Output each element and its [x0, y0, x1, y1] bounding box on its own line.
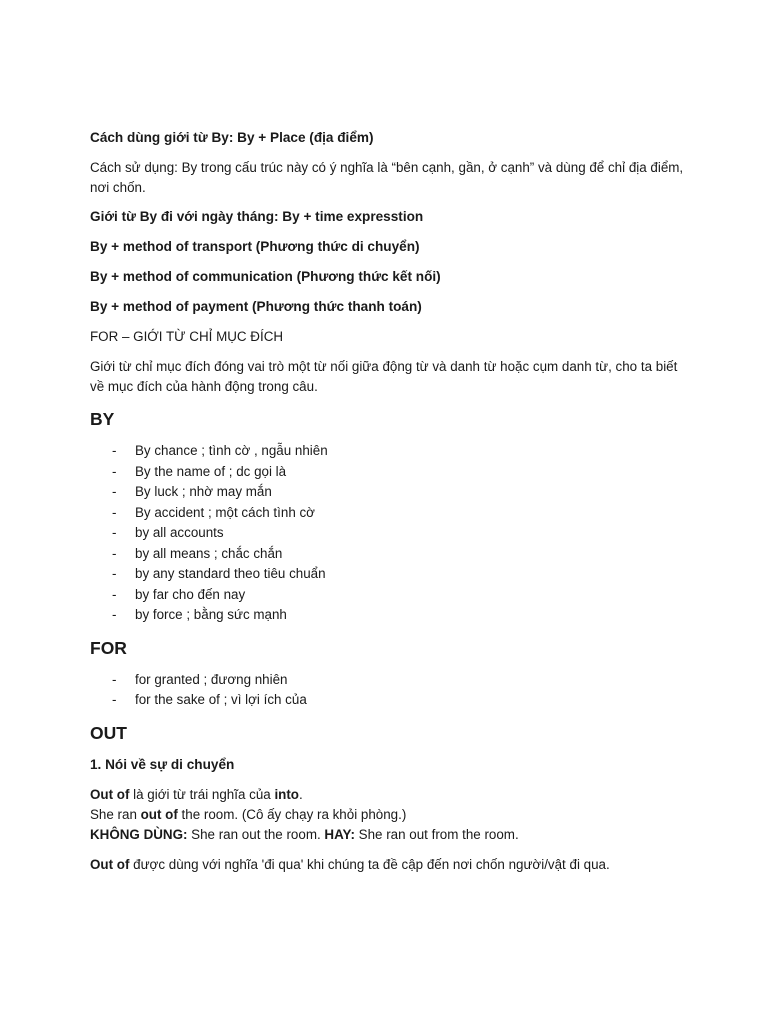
- list-item-text: By the name of ; dc gọi là: [135, 463, 287, 479]
- by-place-rule: Cách dùng giới từ By: By + Place (địa điểm): [90, 130, 374, 145]
- list-item: [90, 544, 690, 565]
- plain-text: .: [299, 786, 303, 802]
- list-item: [90, 482, 690, 503]
- list-item-text: By chance ; tình cờ , ngẫu nhiên: [135, 443, 328, 458]
- list-item: [90, 690, 690, 711]
- out-paragraph-line: [90, 805, 690, 825]
- list-marker: -: [112, 443, 117, 458]
- plain-text: the room. (Cô ấy chạy ra khỏi phòng.): [177, 806, 407, 822]
- by-transport-rule: By + method of transport (Phương thức di chuyển): [90, 239, 420, 254]
- list-marker: -: [112, 692, 117, 707]
- list-item: [90, 462, 690, 483]
- list-item: [90, 670, 690, 691]
- list-item-text: by all means ; chắc chắn: [135, 545, 283, 561]
- bold-term: Out of: [90, 786, 130, 802]
- list-marker: -: [112, 525, 117, 540]
- by-payment-rule: By + method of payment (Phương thức thanh toán): [90, 299, 422, 314]
- list-item: [90, 605, 690, 626]
- for-phrase-list: [90, 670, 690, 711]
- list-item-text: by force ; bằng sức mạnh: [135, 607, 287, 622]
- by-place-description: Cách sử dụng: By trong cấu trúc này có ý nghĩa là “bên cạnh, gần, ở cạnh” và dùng để chỉ địa điểm, nơi chốn.: [90, 160, 684, 195]
- bold-term: HAY:: [324, 826, 355, 842]
- list-item: [90, 585, 690, 606]
- by-communication-rule: By + method of communication (Phương thức kết nối): [90, 269, 441, 284]
- list-item-text: by all accounts: [135, 525, 224, 540]
- list-marker: -: [112, 586, 117, 602]
- for-purpose-title: FOR – GIỚI TỪ CHỈ MỤC ĐÍCH: [90, 329, 284, 344]
- out-paragraph-line: [90, 855, 690, 875]
- list-item-text: by any standard theo tiêu chuẩn: [135, 566, 326, 581]
- plain-text: She ran: [90, 806, 141, 822]
- bold-term: out of: [140, 806, 178, 822]
- list-marker: -: [112, 504, 117, 520]
- for-heading: FOR: [90, 637, 127, 658]
- out-heading: OUT: [90, 722, 127, 743]
- list-item: [90, 564, 690, 585]
- bold-term: KHÔNG DÙNG:: [90, 826, 188, 842]
- out-paragraph-line: [90, 825, 690, 845]
- plain-text: She ran out the room.: [187, 826, 325, 842]
- document-content: [90, 128, 690, 875]
- list-item-text: for the sake of ; vì lợi ích của: [135, 692, 307, 707]
- plain-text: là giới từ trái nghĩa của: [129, 786, 275, 802]
- list-item-text: for granted ; đương nhiên: [135, 671, 288, 687]
- for-purpose-description: Giới từ chỉ mục đích đóng vai trò một từ nối giữa động từ và danh từ hoặc cụm danh từ, cho ta biết về mục đích của hành động trong câu.: [90, 359, 678, 394]
- plain-text: She ran out from the room.: [354, 826, 519, 842]
- list-marker: -: [112, 463, 117, 479]
- out-subheading: 1. Nói về sự di chuyển: [90, 756, 235, 772]
- bold-term: Out of: [90, 856, 130, 872]
- list-item-text: By luck ; nhờ may mắn: [135, 484, 272, 499]
- bold-term: into: [274, 786, 299, 802]
- by-phrase-list: [90, 441, 690, 626]
- list-item: [90, 441, 690, 462]
- list-item-text: by far cho đến nay: [135, 586, 246, 602]
- list-marker: -: [112, 607, 117, 622]
- plain-text: được dùng với nghĩa 'đi qua' khi chúng ta đề cập đến nơi chốn người/vật đi qua.: [129, 856, 610, 872]
- list-marker: -: [112, 671, 117, 687]
- list-marker: -: [112, 566, 117, 581]
- out-paragraph-line: [90, 785, 690, 805]
- list-marker: -: [112, 484, 117, 499]
- list-item: [90, 523, 690, 544]
- list-item: [90, 503, 690, 524]
- list-marker: -: [112, 545, 117, 561]
- by-heading: BY: [90, 409, 115, 429]
- by-time-rule: Giới từ By đi với ngày tháng: By + time expresstion: [90, 209, 424, 224]
- list-item-text: By accident ; một cách tình cờ: [135, 504, 315, 520]
